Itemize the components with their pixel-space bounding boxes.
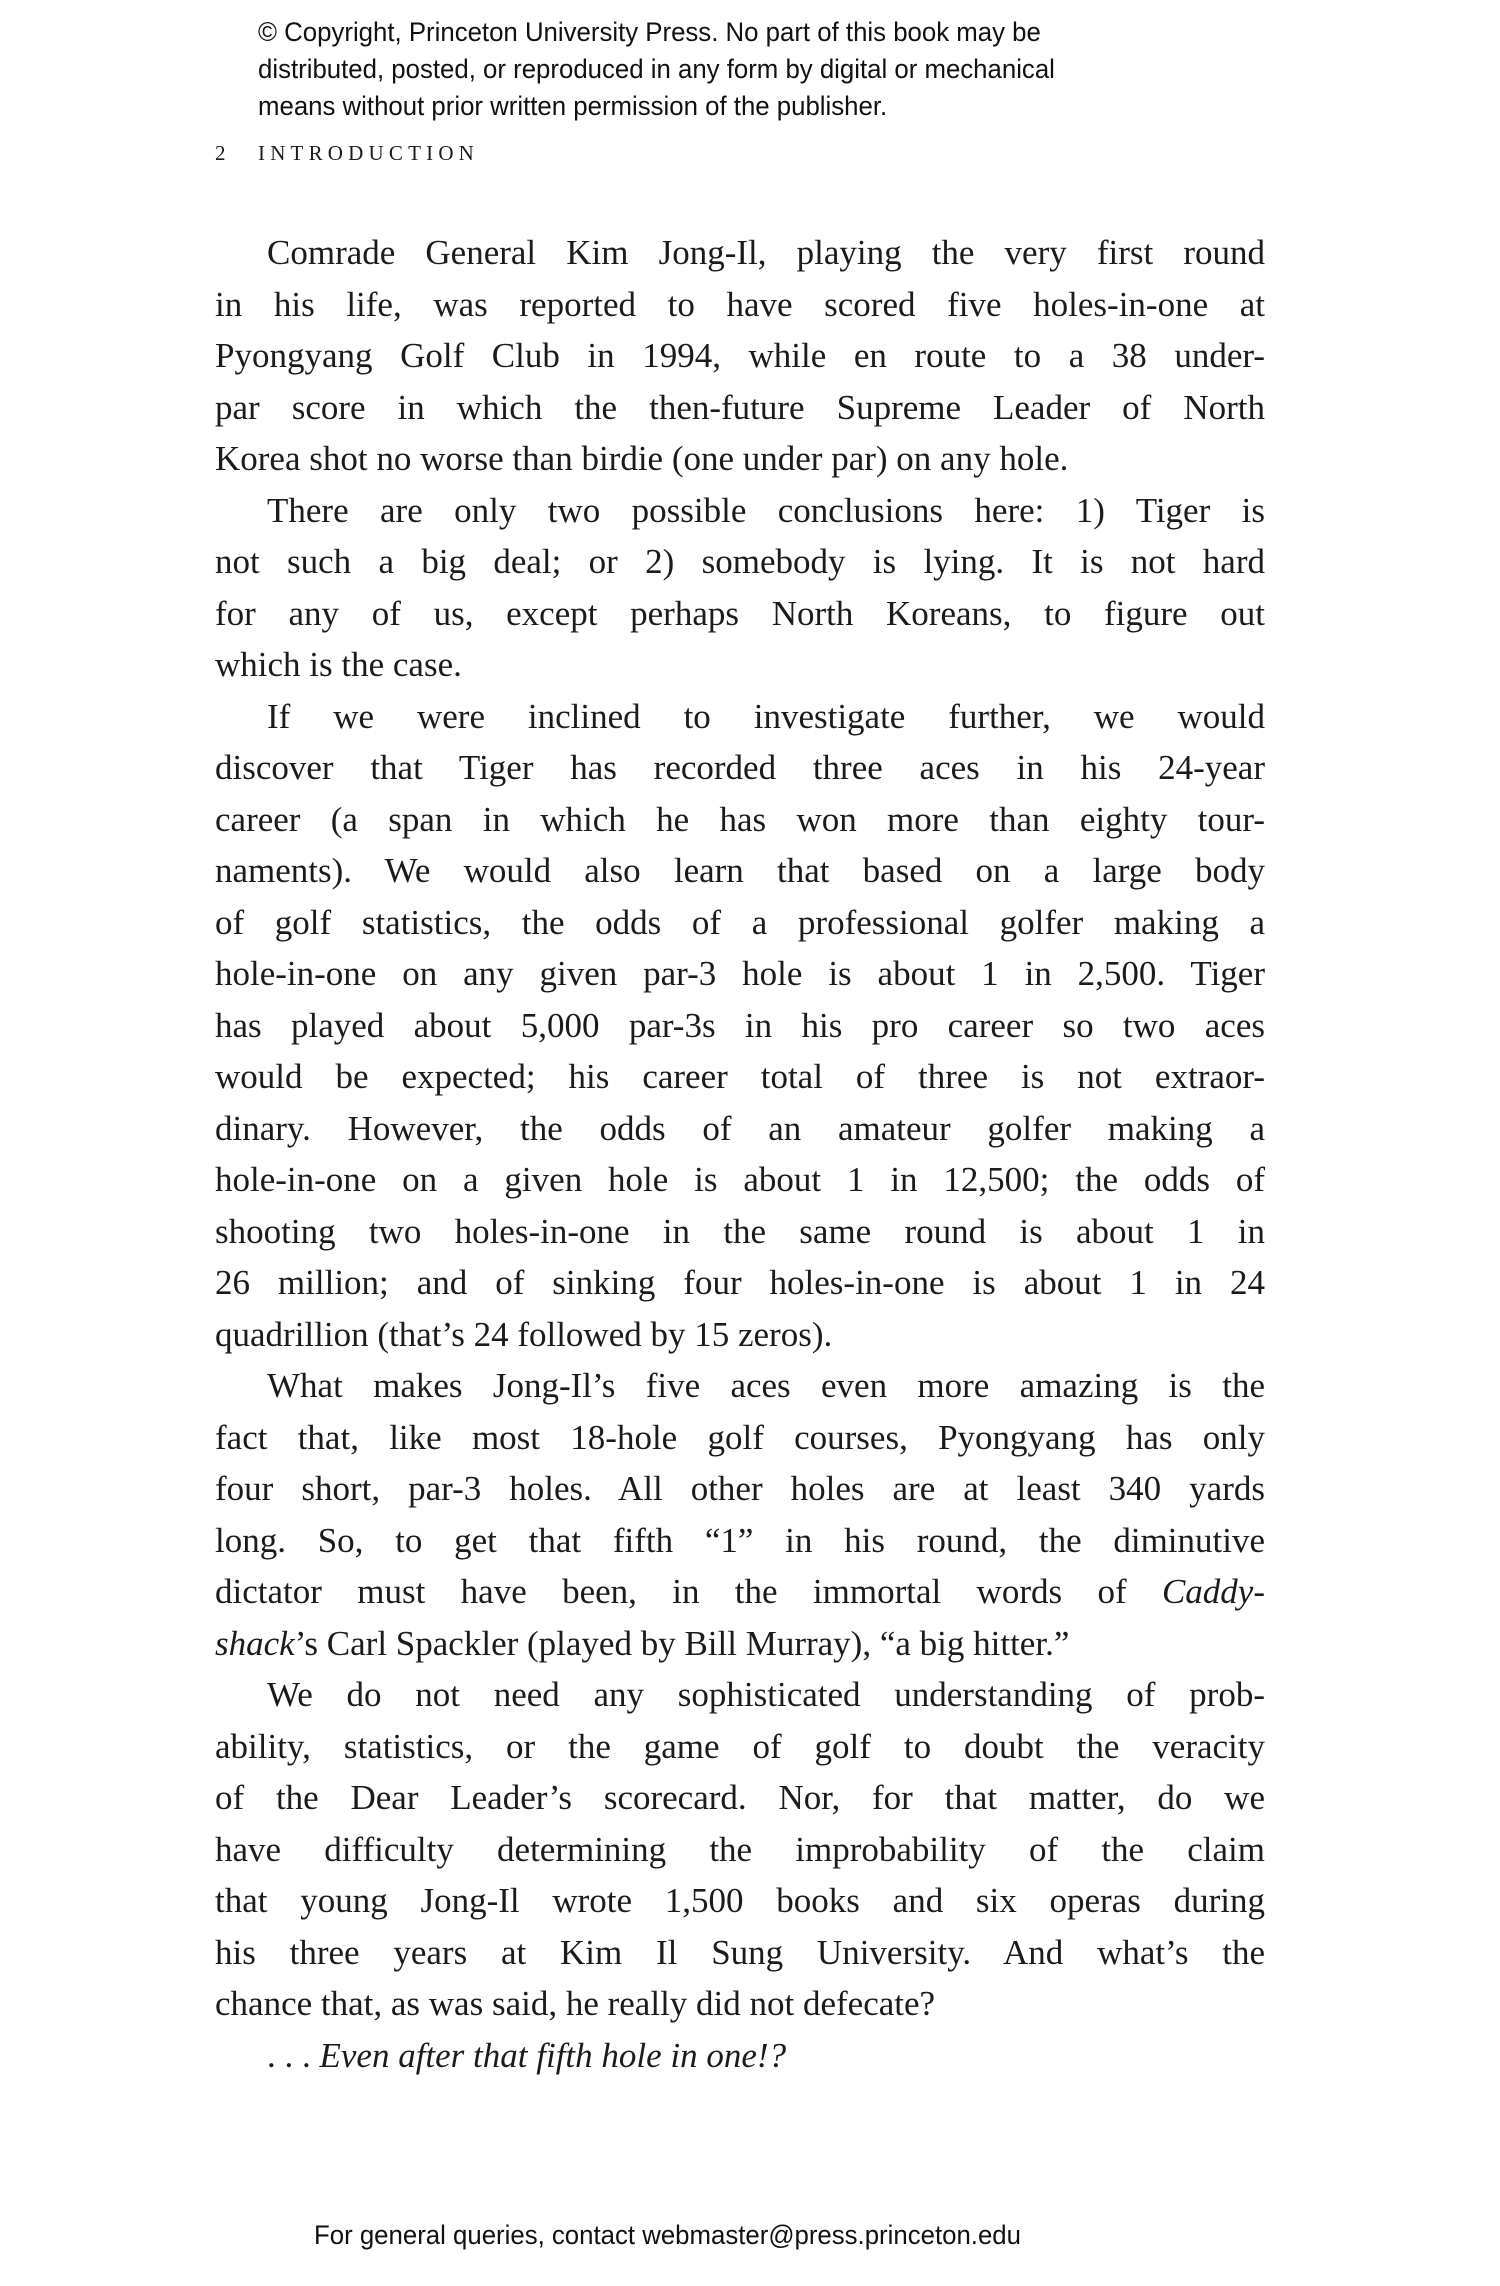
- paragraph-2-line: [215, 639, 1265, 690]
- paragraph-3-line: [215, 1051, 1265, 1102]
- text-run: have difficulty determining the improbability of the claim: [215, 1829, 1265, 1869]
- text-run: Korea shot no worse than birdie (one under par) on any hole.: [215, 439, 1069, 478]
- text-run: not such a big deal; or 2) somebody is lying. It is not hard: [215, 542, 1265, 581]
- text-run: quadrillion (that’s 24 followed by 15 zeros).: [215, 1314, 833, 1354]
- copyright-notice: [258, 14, 1258, 125]
- text-run: Comrade General Kim Jong-Il, playing the very first round: [267, 233, 1265, 272]
- section-title: INTRODUCTION: [258, 141, 480, 165]
- paragraph-2-line: [215, 588, 1265, 639]
- text-run: par score in which the then-future Supreme Leader of North: [215, 387, 1265, 427]
- footer-contact: For general queries, contact webmaster@press.princeton.edu: [314, 2220, 1021, 2250]
- paragraph-1-line: [267, 227, 1265, 278]
- paragraph-3-line: [215, 1206, 1265, 1257]
- paragraph-3-line: [215, 1154, 1265, 1205]
- paragraph-2-line: [267, 485, 1265, 536]
- paragraph-1-line: [215, 330, 1265, 381]
- page-number: 2: [215, 141, 226, 165]
- text-run: ’s Carl Spackler (played by Bill Murray), “a big hitter.”: [294, 1623, 1070, 1663]
- text-run: which is the case.: [215, 645, 462, 684]
- paragraph-5-line: [215, 1875, 1265, 1926]
- text-run: four short, par-3 holes. All other holes are at least 340 yards: [215, 1469, 1265, 1508]
- paragraph-3-line: [215, 1000, 1265, 1051]
- paragraph-1-line: [215, 433, 1265, 484]
- copyright-line-1: © Copyright, Princeton University Press. No part of this book may be: [258, 17, 1041, 47]
- copyright-line-3: means without prior written permission of the publisher.: [258, 91, 888, 121]
- paragraph-3-line: [215, 845, 1265, 896]
- copyright-line-2: distributed, posted, or reproduced in any form by digital or mechanical: [258, 54, 1055, 84]
- paragraph-1-line: [215, 279, 1265, 330]
- text-run: We do not need any sophisticated understanding of prob-: [267, 1675, 1265, 1714]
- text-run: discover that Tiger has recorded three aces in his 24-year: [215, 748, 1265, 787]
- running-head: [215, 139, 479, 167]
- text-run: dictator must have been, in the immortal words of: [215, 1572, 1162, 1611]
- text-run: career (a span in which he has won more than eighty tour-: [215, 799, 1265, 839]
- text-run: If we were inclined to investigate further, we would: [267, 696, 1265, 736]
- paragraph-3-line: [215, 1103, 1265, 1154]
- text-run: would be expected; his career total of three is not extraor-: [215, 1057, 1265, 1096]
- paragraph-5-line: [215, 1772, 1265, 1823]
- italic-text: shack: [215, 1623, 295, 1663]
- paragraph-3-line: [215, 1257, 1265, 1308]
- text-run: in his life, was reported to have scored five holes-in-one at: [215, 284, 1265, 324]
- text-run: hole-in-one on a given hole is about 1 in 12,500; the odds of: [215, 1160, 1265, 1199]
- text-run: of the Dear Leader’s scorecard. Nor, for that matter, do we: [215, 1778, 1265, 1817]
- text-run: fact that, like most 18-hole golf courses, Pyongyang has only: [215, 1417, 1265, 1457]
- paragraph-4-line: [215, 1515, 1265, 1566]
- text-run: There are only two possible conclusions here: 1) Tiger is: [267, 490, 1265, 530]
- paragraph-4-line: [267, 1360, 1265, 1411]
- paragraph-3-line: [215, 742, 1265, 793]
- paragraph-4-line: [215, 1566, 1265, 1617]
- paragraph-5-line: [215, 1721, 1265, 1772]
- paragraph-2-line: [215, 536, 1265, 587]
- text-run: of golf statistics, the odds of a professional golfer making a: [215, 902, 1265, 942]
- text-run: has played about 5,000 par-3s in his pro career so two aces: [215, 1005, 1265, 1045]
- paragraph-3-line: [267, 691, 1265, 742]
- paragraph-3-line: [215, 794, 1265, 845]
- paragraph-3-line: [215, 1309, 1265, 1360]
- text-run: his three years at Kim Il Sung University. And what’s the: [215, 1932, 1265, 1972]
- text-run: dinary. However, the odds of an amateur golfer making a: [215, 1108, 1265, 1148]
- paragraph-1-line: [215, 382, 1265, 433]
- text-run: that young Jong-Il wrote 1,500 books and six operas during: [215, 1881, 1265, 1920]
- paragraph-5-line: [215, 1927, 1265, 1978]
- text-run: naments). We would also learn that based on a large body: [215, 851, 1265, 890]
- paragraph-4-line: [215, 1463, 1265, 1514]
- text-run: ability, statistics, or the game of golf to doubt the veracity: [215, 1726, 1265, 1766]
- text-run: hole-in-one on any given par-3 hole is about 1 in 2,500. Tiger: [215, 954, 1265, 993]
- paragraph-3-line: [215, 948, 1265, 999]
- text-run: chance that, as was said, he really did not defecate?: [215, 1984, 936, 2023]
- paragraph-3-line: [215, 897, 1265, 948]
- text-run: What makes Jong-Il’s five aces even more amazing is the: [267, 1366, 1265, 1405]
- text-run: for any of us, except perhaps North Koreans, to figure out: [215, 593, 1265, 633]
- paragraph-5-line: [267, 1669, 1265, 1720]
- text-run: long. So, to get that fifth “1” in his round, the diminutive: [215, 1520, 1265, 1560]
- text-run: 26 million; and of sinking four holes-in-one is about 1 in 24: [215, 1263, 1265, 1302]
- text-run: shooting two holes-in-one in the same round is about 1 in: [215, 1211, 1265, 1251]
- text-run: Pyongyang Golf Club in 1994, while en route to a 38 under-: [215, 336, 1265, 375]
- paragraph-4-line: [215, 1618, 1265, 1669]
- italic-text: Even after that fifth hole in one!?: [319, 2035, 787, 2075]
- paragraph-4-line: [215, 1412, 1265, 1463]
- text-run: . . .: [267, 2035, 320, 2075]
- paragraph-5-line: [215, 1978, 1265, 2029]
- paragraph-6-line: [267, 2030, 1265, 2081]
- italic-text: Caddy-: [1161, 1572, 1265, 1611]
- paragraph-5-line: [215, 1824, 1265, 1875]
